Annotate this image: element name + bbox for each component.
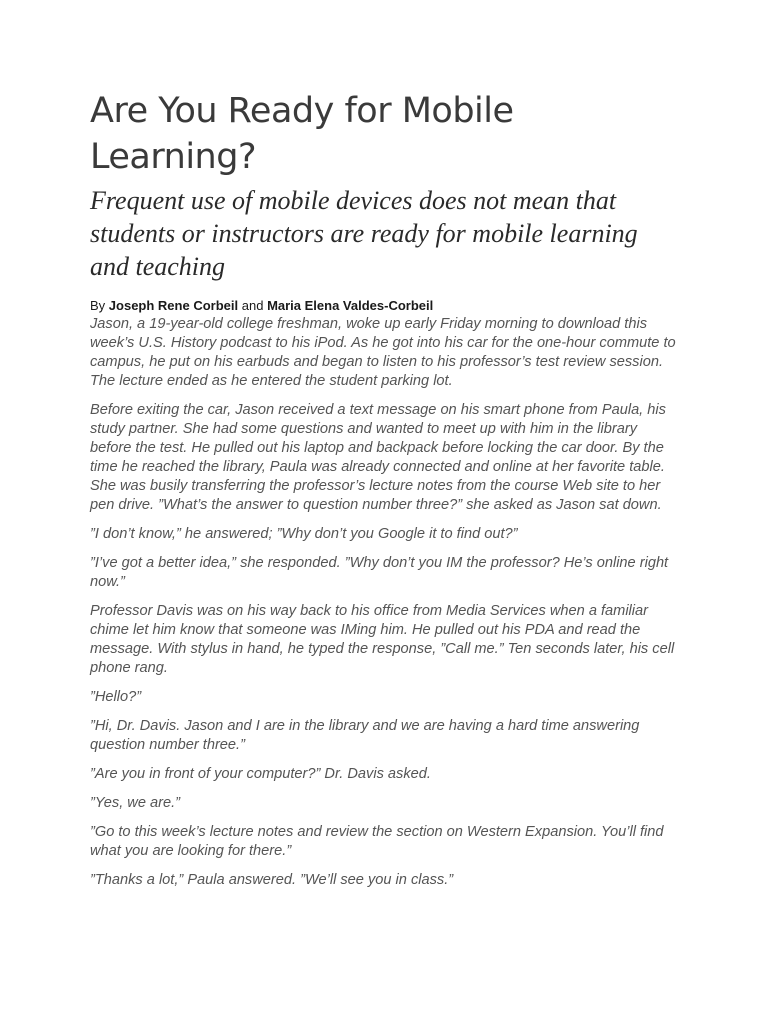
author-name: Maria Elena Valdes-Corbeil xyxy=(267,298,434,313)
paragraph: ”Thanks a lot,” Paula answered. ”We’ll see you in class.” xyxy=(90,872,454,888)
article-subtitle: Frequent use of mobile devices does not mean that students or instructors are ready for mobile learning and teaching xyxy=(90,186,638,281)
byline xyxy=(90,297,680,315)
paragraph: ”Go to this week’s lecture notes and review the section on Western Expansion. You’ll find what you are looking for there.” xyxy=(90,824,664,859)
article xyxy=(90,88,680,900)
paragraph: ”Are you in front of your computer?” Dr. Davis asked. xyxy=(90,766,431,782)
paragraph: ”Hello?” xyxy=(90,689,142,705)
article-title: Are You Ready for Mobile Learning? xyxy=(90,91,514,177)
byline-prefix: By xyxy=(90,298,106,313)
author-name: Joseph Rene Corbeil xyxy=(108,298,239,313)
paragraph: Jason, a 19-year-old college freshman, woke up early Friday morning to download this week’s U.S. History podcast to his iPod. As he got into his car for the one-hour commute to campus, he put on his earbuds and began to listen to his professor’s test review session. The lecture ended as he entered the student parking lot. xyxy=(90,316,676,389)
paragraph: ”I’ve got a better idea,” she responded. ”Why don’t you IM the professor? He’s online right now.” xyxy=(90,555,669,590)
paragraph: ”Yes, we are.” xyxy=(90,795,181,811)
paragraph: ”I don’t know,” he answered; ”Why don’t you Google it to find out?” xyxy=(90,526,518,542)
paragraph: Professor Davis was on his way back to his office from Media Services when a familiar chime let him know that someone was IMing him. He pulled out his PDA and read the message. With stylus in hand, he typed the response, ”Call me.” Ten seconds later, his cell phone rang. xyxy=(90,603,675,676)
paragraph: ”Hi, Dr. Davis. Jason and I are in the library and we are having a hard time answering question number three.” xyxy=(90,718,640,753)
paragraph: Before exiting the car, Jason received a text message on his smart phone from Paula, his study partner. She had some questions and wanted to meet up with him in the library before the test. He pulled out his laptop and backpack before locking the car door. By the time he reached the library, Paula was already connected and online at her favorite table. She was busily transferring the professor’s lecture notes from the course Web site to her pen drive. ”What’s the answer to question number three?” she asked as Jason sat down. xyxy=(90,402,666,513)
byline-conjunction: and xyxy=(241,298,264,313)
article-body xyxy=(90,315,680,890)
